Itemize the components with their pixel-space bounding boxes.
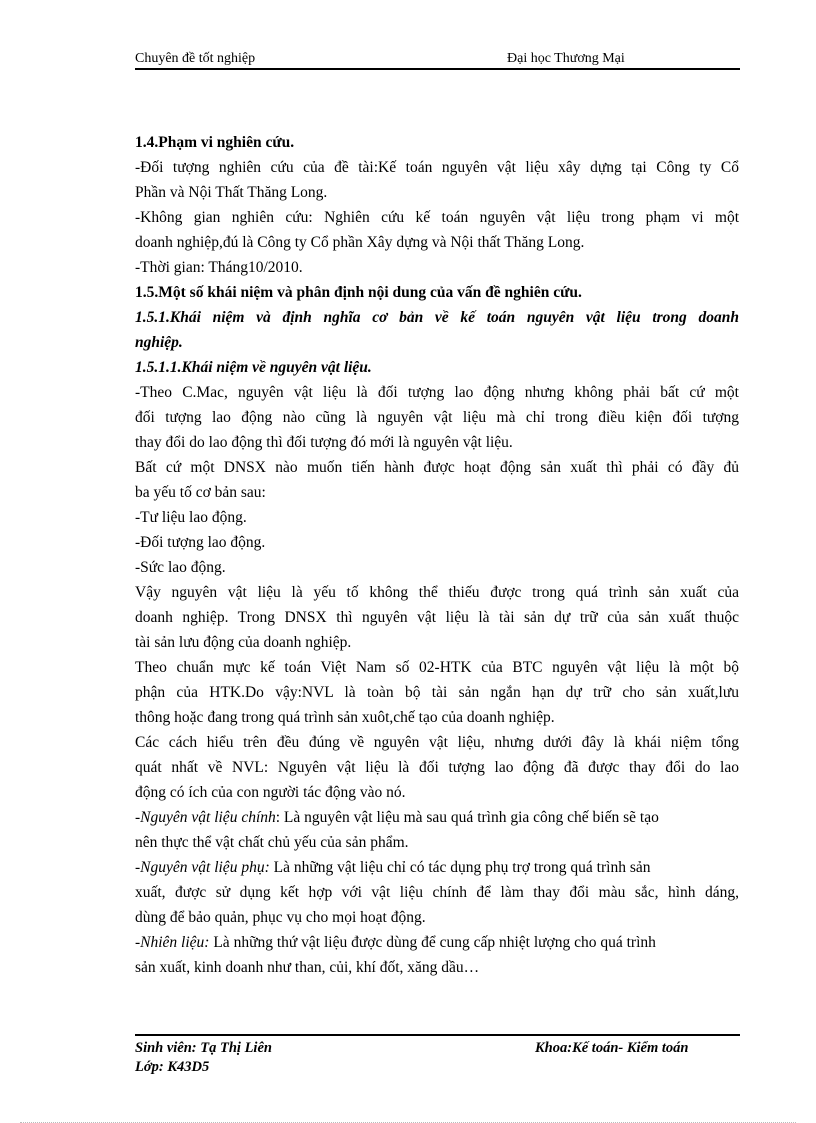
paragraph-line: động có ích của con người tác động vào nó. (135, 784, 406, 801)
paragraph-line: nên thực thể vật chất chủ yếu của sản phẩm. (135, 834, 409, 851)
document-body (135, 130, 739, 980)
paragraph-line: đối tượng lao động nào cũng là nguyên vật liệu mà chỉ trong điều kiện đối tượng (135, 409, 739, 426)
list-item: -Tư liệu lao động. (135, 509, 247, 526)
paragraph-line: sản xuất, kinh doanh như than, củi, khí đốt, xăng dầu… (135, 959, 480, 976)
paragraph-line (135, 855, 739, 880)
paragraph-line: thay đổi do lao động thì đối tượng đó mới là nguyên vật liệu. (135, 434, 513, 451)
header-right-title: Đại học Thương Mại (507, 51, 625, 66)
list-item: -Sức lao động. (135, 559, 226, 576)
paragraph-line: -Thời gian: Tháng10/2010. (135, 259, 303, 276)
paragraph-line: Theo chuẩn mực kế toán Việt Nam số 02-HTK của BTC nguyên vật liệu là một bộ (135, 659, 739, 676)
footer-divider (135, 1034, 740, 1036)
paragraph-line: thông hoặc đang trong quá trình sản xuôt,chế tạo của doanh nghiệp. (135, 709, 555, 726)
footer-class: Lớp: K43D5 (135, 1059, 210, 1075)
list-item: -Đối tượng lao động. (135, 534, 266, 551)
paragraph-line: -Đối tượng nghiên cứu của đề tài:Kế toán nguyên vật liệu xây dựng tại Công ty Cổ (135, 159, 739, 176)
paragraph-line: phận của HTK.Do vậy:NVL là toàn bộ tài sản ngắn hạn dự trữ cho sản xuất,lưu (135, 684, 739, 701)
paragraph-line: doanh nghiệp,đú là Công ty Cổ phần Xây dựng và Nội thất Thăng Long. (135, 234, 585, 251)
paragraph-line: dùng để bảo quản, phục vụ cho mọi hoạt động. (135, 909, 426, 926)
header-left-title: Chuyên đề tốt nghiệp (135, 51, 256, 66)
paragraph-line (135, 930, 739, 955)
term-definition: Là những thứ vật liệu được dùng để cung cấp nhiệt lượng cho quá trình (209, 934, 656, 951)
term-label: -Nguyên vật liệu phụ: (135, 859, 270, 876)
subsubsection-heading: 1.5.1.1.Khái niệm về nguyên vật liệu. (135, 359, 372, 376)
footer-faculty: Khoa:Kế toán- Kiểm toán (535, 1040, 689, 1056)
paragraph-line: Vậy nguyên vật liệu là yếu tố không thể thiếu được trong quá trình sản xuất của (135, 584, 739, 601)
paragraph-line: ba yếu tố cơ bản sau: (135, 484, 266, 501)
page-footer (135, 1040, 740, 1078)
paragraph-line: -Theo C.Mac, nguyên vật liệu là đối tượng lao động nhưng không phải bất cứ một (135, 384, 739, 401)
section-heading: 1.5.Một số khái niệm và phân định nội dung của vấn đề nghiên cứu. (135, 284, 582, 301)
term-definition: Là những vật liệu chỉ có tác dụng phụ trợ trong quá trình sản (269, 859, 651, 876)
paragraph-line: tài sản lưu động của doanh nghiệp. (135, 634, 352, 651)
term-label: -Nguyên vật liệu chính (135, 809, 276, 826)
paragraph-line: Phần và Nội Thất Thăng Long. (135, 184, 328, 201)
paragraph-line: quát nhất về NVL: Nguyên vật liệu là đối tượng lao động đã được thay đổi do lao (135, 759, 739, 776)
paragraph-line: Các cách hiểu trên đều đúng về nguyên vật liệu, nhưng dưới đây là khái niệm tổng (135, 734, 739, 751)
term-definition: : Là nguyên vật liệu mà sau quá trình gia công chế biến sẽ tạo (275, 809, 659, 826)
section-heading: 1.4.Phạm vi nghiên cứu. (135, 134, 295, 151)
paragraph-line: xuất, được sử dụng kết hợp với vật liệu chính để làm thay đổi màu sắc, hình dáng, (135, 884, 739, 901)
subsection-heading: nghiệp. (135, 334, 183, 351)
page-header (135, 48, 740, 70)
paragraph-line: Bất cứ một DNSX nào muốn tiến hành được hoạt động sản xuất thì phải có đầy đủ (135, 459, 739, 476)
paragraph-line: doanh nghiệp. Trong DNSX thì nguyên vật liệu là tài sản dự trữ của sản xuất thuộc (135, 609, 739, 626)
subsection-heading: 1.5.1.Khái niệm và định nghĩa cơ bản về kế toán nguyên vật liệu trong doanh (135, 309, 739, 326)
footer-student: Sinh viên: Tạ Thị Liên (135, 1040, 272, 1056)
paragraph-line (135, 805, 739, 830)
paragraph-line: -Không gian nghiên cứu: Nghiên cứu kế toán nguyên vật liệu trong phạm vi một (135, 209, 739, 226)
term-label: -Nhiên liệu: (135, 934, 210, 951)
